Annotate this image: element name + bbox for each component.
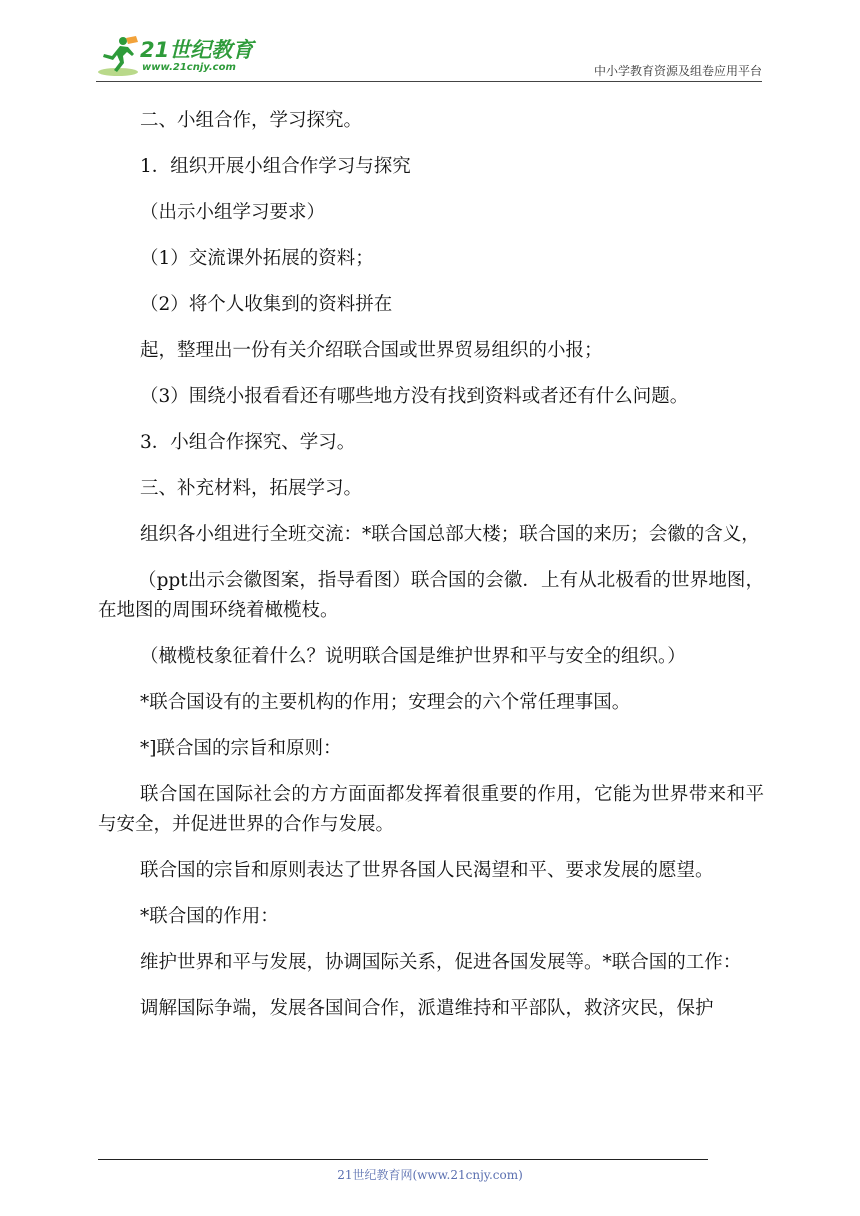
paragraph: 组织各小组进行全班交流：*联合国总部大楼；联合国的来历；会徽的含义， — [140, 524, 760, 545]
paragraph: 1．组织开展小组合作学习与探究 — [140, 156, 411, 177]
header-divider — [96, 81, 762, 82]
paragraph: 起，整理出一份有关介绍联合国或世界贸易组织的小报； — [140, 340, 603, 361]
paragraph: 三、补充材料，拓展学习。 — [140, 478, 363, 499]
paragraph: *]联合国的宗旨和原则： — [140, 738, 342, 759]
paragraph: （ppt出示会徽图案，指导看图）联合国的会徽．上有从北极看的世界地图，在地图的周围环绕着橄榄枝。 — [98, 570, 764, 621]
paragraph: （3）围绕小报看看还有哪些地方没有找到资料或者还有什么问题。 — [140, 386, 689, 407]
paragraph: 调解国际争端，发展各国间合作，派遣维持和平部队，救济灾民，保护 — [140, 998, 714, 1019]
paragraph: 联合国的宗旨和原则表达了世界各国人民渴望和平、要求发展的愿望。 — [140, 860, 714, 881]
logo-title: 21世纪教育 — [140, 38, 254, 62]
logo-url: www.21cnjy.com — [142, 62, 236, 73]
paragraph: *联合国的作用： — [140, 906, 279, 927]
runner-logo-icon — [96, 34, 140, 78]
document-body — [98, 106, 764, 1040]
paragraph: （2）将个人收集到的资料拼在 — [140, 294, 393, 315]
page-footer: 21世纪教育网(www.21cnjy.com) — [337, 1168, 523, 1182]
paragraph: （1）交流课外拓展的资料； — [140, 248, 374, 269]
paragraph: （出示小组学习要求） — [140, 202, 326, 223]
header-tagline: 中小学教育资源及组卷应用平台 — [593, 64, 762, 78]
paragraph: 二、小组合作，学习探究。 — [140, 110, 363, 131]
paragraph: 3．小组合作探究、学习。 — [140, 432, 356, 453]
footer-divider — [98, 1159, 708, 1160]
paragraph: *联合国设有的主要机构的作用；安理会的六个常任理事国。 — [140, 692, 631, 713]
site-logo — [96, 34, 266, 78]
paragraph: （橄榄枝象征着什么？说明联合国是维护世界和平与安全的组织。） — [140, 646, 686, 667]
paragraph: 联合国在国际社会的方方面面都发挥着很重要的作用，它能为世界带来和平与安全，并促进世界的合作与发展。 — [98, 784, 764, 835]
paragraph: 维护世界和平与发展，协调国际关系，促进各国发展等。*联合国的工作： — [140, 952, 742, 973]
page-header — [0, 0, 860, 84]
